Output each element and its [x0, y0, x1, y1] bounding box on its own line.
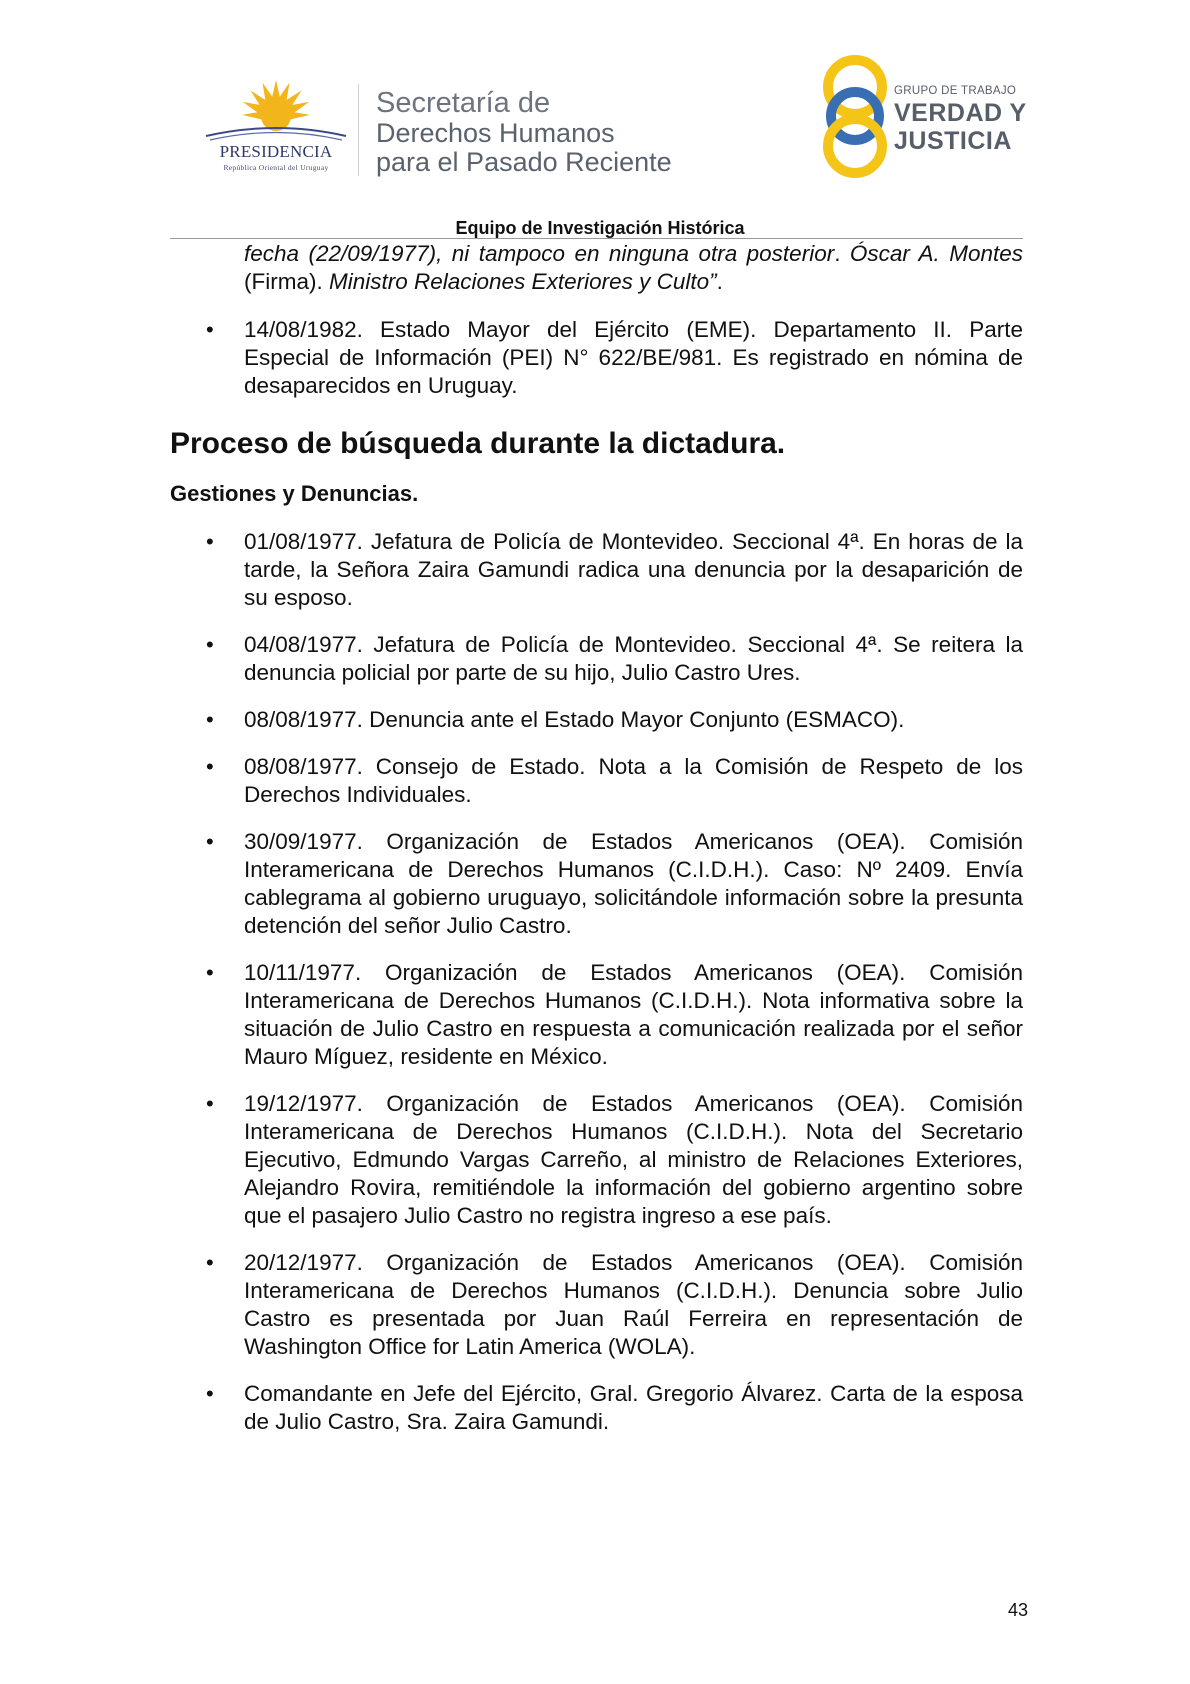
quote-italic-1: fecha (22/09/1977), ni tampoco en ninguna otra posterior: [244, 241, 835, 266]
list-item: [206, 528, 1023, 612]
list-item-text: 10/11/1977. Organización de Estados Americanos (OEA). Comisión Interamericana de Derechos Humanos (C.I.D.H.). Nota informativa sobre la situación de Julio Castro en respuesta a comunicación realizada por el señor Mauro Míguez, residente en México.: [244, 960, 1023, 1069]
list-item-text: 01/08/1977. Jefatura de Policía de Montevideo. Seccional 4ª. En horas de la tarde, la Señora Zaira Gamundi radica una denuncia por la desaparición de su esposo.: [244, 529, 1023, 610]
secretaria-line-2: Derechos Humanos: [376, 118, 615, 149]
verdad-justicia-logo: [820, 54, 1040, 184]
quote-italic-2: Óscar A. Montes: [849, 241, 1024, 266]
section-title: Proceso de búsqueda durante la dictadura.: [170, 427, 786, 460]
linked-rings-icon: [820, 54, 890, 178]
page-number: 43: [1007, 1600, 1028, 1620]
document-body: [170, 240, 1023, 1436]
bullet-icon: •: [206, 829, 214, 854]
quote-text-1: .: [834, 241, 850, 266]
continuation-paragraph: [244, 240, 1023, 296]
presidencia-logo: [196, 76, 356, 176]
header-rule: [170, 238, 1023, 239]
sun-emblem-icon: [196, 76, 356, 142]
list-item: [206, 959, 1023, 1071]
quote-text-3: .: [716, 269, 723, 294]
bullet-icon: •: [206, 707, 214, 732]
gtvj-line-1: GRUPO DE TRABAJO: [894, 85, 1017, 97]
bullet-icon: •: [206, 317, 214, 342]
list-item: [206, 316, 1023, 400]
subsection-title: Gestiones y Denuncias.: [170, 481, 419, 506]
presidencia-sublabel: República Oriental del Uruguay: [223, 163, 329, 172]
list-item: [206, 706, 1023, 734]
list-item-text: 04/08/1977. Jefatura de Policía de Montevideo. Seccional 4ª. Se reitera la denuncia policial por parte de su hijo, Julio Castro Ures.: [244, 632, 1023, 685]
list-item-text: 08/08/1977. Denuncia ante el Estado Mayor Conjunto (ESMACO).: [244, 707, 905, 732]
bullet-icon: •: [206, 1381, 214, 1406]
gtvj-line-3: JUSTICIA: [894, 126, 1012, 155]
list-item-text: 08/08/1977. Consejo de Estado. Nota a la Comisión de Respeto de los Derechos Individuales.: [244, 754, 1023, 807]
list-item: [206, 753, 1023, 809]
bullet-icon: •: [206, 632, 214, 657]
secretaria-line-3: para el Pasado Reciente: [376, 147, 672, 178]
bullet-icon: •: [206, 960, 214, 985]
list-item-text: Comandante en Jefe del Ejército, Gral. Gregorio Álvarez. Carta de la esposa de Julio Castro, Sra. Zaira Gamundi.: [244, 1381, 1023, 1434]
gtvj-line-2: VERDAD Y: [894, 98, 1027, 127]
list-item-text: 19/12/1977. Organización de Estados Americanos (OEA). Comisión Interamericana de Derechos Humanos (C.I.D.H.). Nota del Secretario Ejecutivo, Edmundo Vargas Carreño, al ministro de Relaciones Exteriores, Alejandro Rovira, remitiéndole la información del gobierno argentino sobre que el pasajero Julio Castro no registra ingreso a ese país.: [244, 1091, 1023, 1228]
presidencia-label: PRESIDENCIA: [219, 142, 333, 161]
list-item: [206, 1090, 1023, 1230]
bullet-icon: •: [206, 754, 214, 779]
bullet-icon: •: [206, 1250, 214, 1275]
verdad-justicia-text: [894, 86, 1027, 154]
quote-text-2: (Firma).: [244, 269, 329, 294]
list-item: [206, 1249, 1023, 1361]
logo-divider: [358, 84, 359, 176]
secretaria-line-1: Secretaría de: [376, 87, 551, 119]
secretaria-logo-text: [376, 88, 672, 178]
list-item-text: 20/12/1977. Organización de Estados Americanos (OEA). Comisión Interamericana de Derechos Humanos (C.I.D.H.). Denuncia sobre Julio Castro es presentada por Juan Raúl Ferreira en representación de Washington Office for Latin America (WOLA).: [244, 1250, 1023, 1359]
bullet-icon: •: [206, 529, 214, 554]
header-team-title: Equipo de Investigación Histórica: [455, 218, 745, 238]
quote-italic-3: Ministro Relaciones Exteriores y Culto”: [328, 269, 717, 294]
list-item: [206, 828, 1023, 940]
list-item: [206, 1380, 1023, 1436]
list-item-text: 30/09/1977. Organización de Estados Americanos (OEA). Comisión Interamericana de Derechos Humanos (C.I.D.H.). Caso: Nº 2409. Envía cablegrama al gobierno uruguayo, solicitándole información sobre la presunta detención del señor Julio Castro.: [244, 829, 1023, 938]
list-item-text: 14/08/1982. Estado Mayor del Ejército (EME). Departamento II. Parte Especial de Información (PEI) N° 622/BE/981. Es registrado en nómina de desaparecidos en Uruguay.: [244, 317, 1023, 398]
bullet-icon: •: [206, 1091, 214, 1116]
list-item: [206, 631, 1023, 687]
